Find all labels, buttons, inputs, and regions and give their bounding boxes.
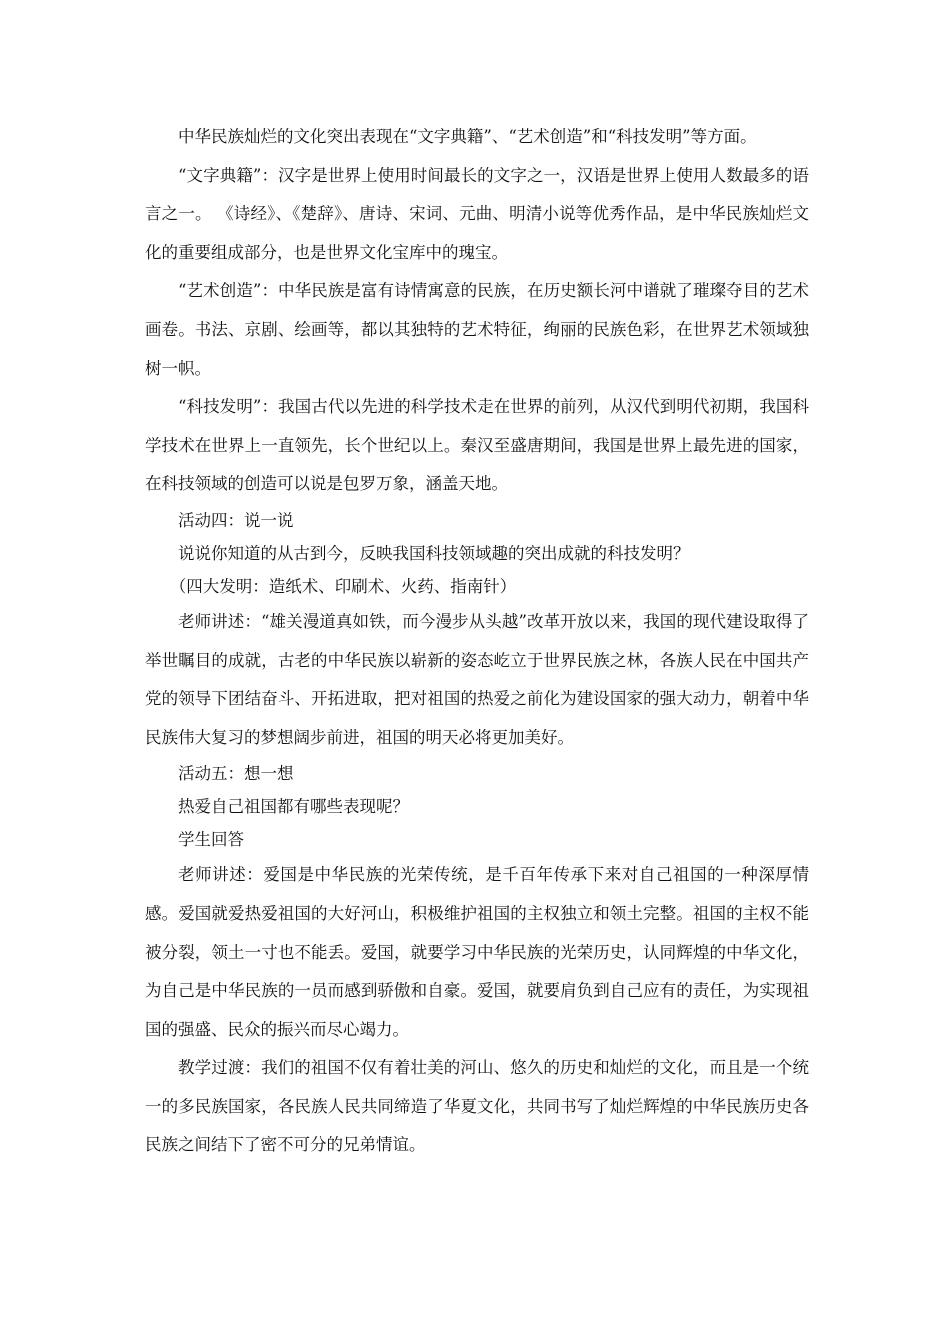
activity-four-question: 说说你知道的从古到今，反映我国科技领域趣的突出成就的科技发明？ [178,543,690,563]
paragraph-teacher-narration-2: 老师讲述：爱国是中华民族的光荣传统，是千百年传承下来对自己祖国的一种深厚情感。爱国就爱热爱祖国的大好河山，积极维护祖国的主权独立和领土完整。祖国的主权不能被分裂，领土一寸也不能丢。爱国，就要学习中华民族的光荣历史，认同辉煌的中华文化，为自己是中华民族的一员而感到骄傲和自豪。爱国，就要肩负到自己应有的责任，为实现祖国的强盛、民众的振兴而尽心竭力。 [145,865,809,1039]
paragraph-culture-intro: 中华民族灿烂的文化突出表现在“文字典籍”、“艺术创造”和“科技发明”等方面。 [178,127,757,146]
activity-four-heading: 活动四：说一说 [178,510,294,530]
four-inventions-answer: （四大发明：造纸术、印刷术、火药、指南针） [169,576,517,596]
activity-five-heading: 活动五：想一想 [178,764,294,784]
document-body [145,118,809,1165]
paragraph-teaching-transition: 教学过渡：我们的祖国不仅有着壮美的河山、悠久的历史和灿烂的文化，而且是一个统一的多民族国家，各民族人民共同缔造了华夏文化，共同书写了灿烂辉煌的中华民族历史各民族之间结下了密不可分的兄弟情谊。 [145,1058,809,1155]
paragraph-art-creation: “艺术创造”：中华民族是富有诗情寓意的民族，在历史额长河中谱就了璀璨夺目的艺术画卷。书法、京剧、绘画等，都以其独特的艺术特征，绚丽的民族色彩，在世界艺术领域独树一帜。 [145,281,809,378]
paragraph-teacher-narration-1: 老师讲述：“雄关漫道真如铁，而今漫步从头越”改革开放以来，我国的现代建设取得了举世瞩目的成就，古老的中华民族以崭新的姿态屹立于世界民族之林，各族人民在中国共产党的领导下团结奋斗、开拓进取，把对祖国的热爱之前化为建设国家的强大动力，朝着中华民族伟大复习的梦想阔步前进，祖国的明天必将更加美好。 [145,611,809,747]
student-answer-label: 学生回答 [178,830,244,850]
activity-five-question: 热爱自己祖国都有哪些表现呢？ [178,797,409,817]
paragraph-tech-invention: “科技发明”：我国古代以先进的科学技术走在世界的前列，从汉代到明代初期，我国科学技术在世界上一直领先，长个世纪以上。秦汉至盛唐期间，我国是世界上最先进的国家，在科技领域的创造可以说是包罗万象，涵盖天地。 [145,397,809,494]
paragraph-writing-classics: “文字典籍”：汉字是世界上使用时间最长的文字之一，汉语是世界上使用人数最多的语言之一。 《诗经》、《楚辞》、唐诗、宋词、元曲、明清小说等优秀作品，是中华民族灿烂文化的重要组成部分，也是世界文化宝库中的瑰宝。 [145,165,809,262]
